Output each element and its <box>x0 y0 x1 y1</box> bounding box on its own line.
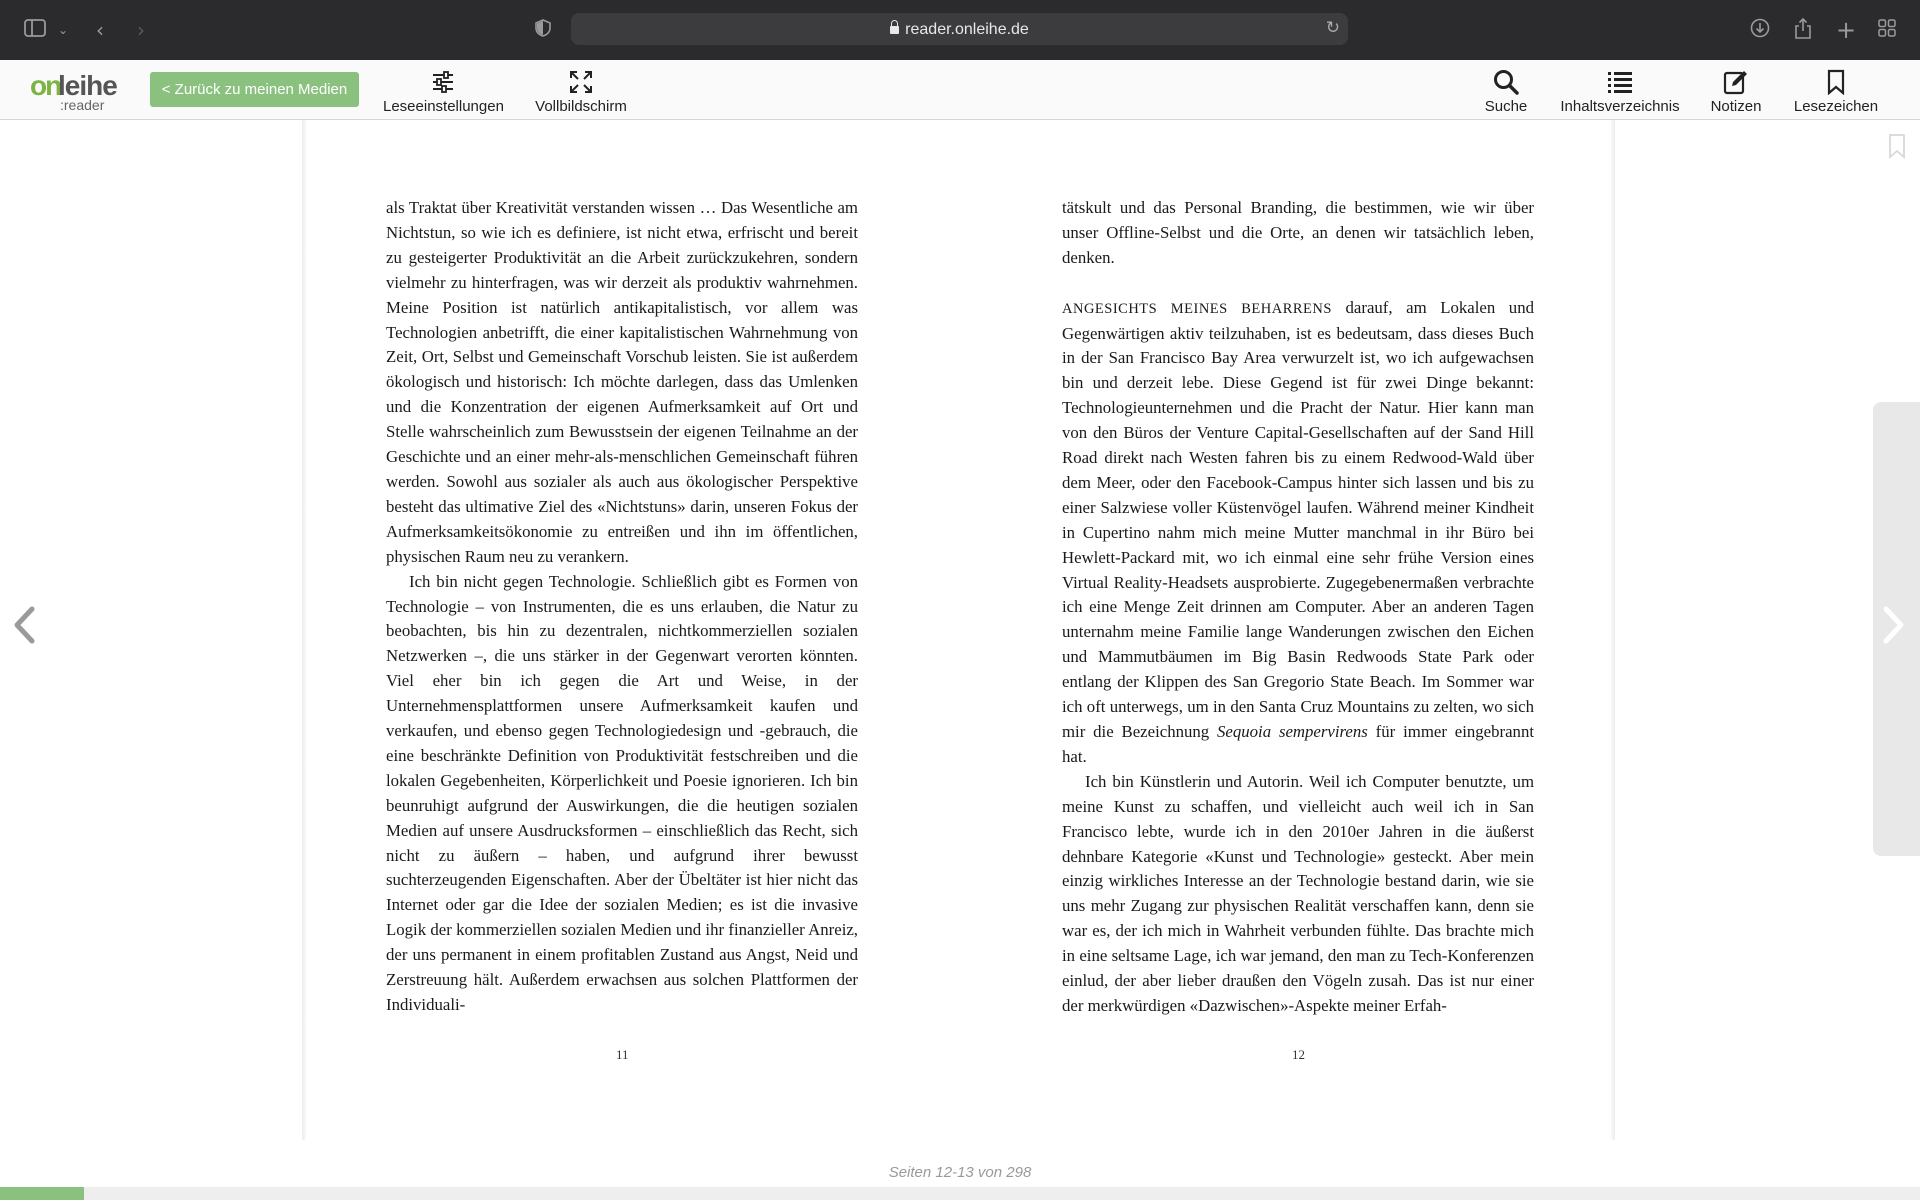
page-edge-right <box>1611 120 1615 1140</box>
paragraph <box>1062 296 1534 770</box>
chevron-down-icon[interactable]: ⌄ <box>58 23 69 37</box>
address-bar[interactable] <box>571 13 1348 45</box>
paragraph-text: darauf, am Lokalen und Gegenwärtigen aktiv teilzuhaben, ist es bedeutsam, dass dieses Buch in der San Francisco Bay Area verwurzelt ist, wo ich aufgewachsen bin und derzeit lebe. Diese Gegend ist für zwei Dinge bekannt: Technologieunternehmen und die Pracht der Natur. Hier kann man von den Büros der Venture Capital-Gesellschaften auf der Sand Hill Road direkt nach Westen fahren bis zu einem Redwood-Wald über dem Meer, oder den Facebook-Campus hinter sich lassen und bis zu einer Salzwiese voller Küstenvögel laufen. Während meiner Kindheit in Cupertino nahm mich meine Mutter manchmal in ihr Büro bei Hewlett-Packard mit, wo ich einmal eine sehr frühe Version eines Virtual Reality-Headsets ausprobierte. Zugegebenermaßen verbrachte ich eine Menge Zeit drinnen am Computer. Aber an anderen Tagen unternahm meine Familie lange Wanderungen zwischen den Eichen und Mammutbäumen im Big Basin Redwoods State Park oder entlang der Klippen des San Gregorio State Beach. Im Sommer war ich oft unterwegs, um in den Santa Cruz Mountains zu zelten, wo sich mir die Bezeichnung <box>1062 297 1534 742</box>
next-page-arrow-icon[interactable] <box>1882 606 1906 654</box>
url-text: reader.onleihe.de <box>905 21 1029 38</box>
smallcaps-lead: ANGESICHTS MEINES BEHARRENS <box>1062 300 1332 317</box>
reading-area[interactable] <box>0 120 1920 1200</box>
notes-button[interactable] <box>1706 66 1766 115</box>
privacy-shield-icon[interactable] <box>535 18 551 42</box>
download-icon[interactable] <box>1750 18 1770 43</box>
reading-progress-bar[interactable] <box>0 1187 1920 1200</box>
toc-label: Inhaltsverzeichnis <box>1560 98 1680 115</box>
search-label: Suche <box>1484 98 1528 115</box>
search-icon <box>1476 66 1536 98</box>
back-arrow-icon[interactable]: ‹ <box>96 18 104 42</box>
previous-page-arrow-icon[interactable] <box>12 606 36 654</box>
onleihe-logo[interactable] <box>30 68 130 112</box>
fullscreen-label: Vollbildschirm <box>535 98 627 115</box>
paragraph-text: für immer eingebrannt hat. <box>1062 722 1534 766</box>
page-number-right: 12 <box>1292 1047 1305 1062</box>
right-page-text <box>1062 196 1534 1019</box>
notes-label: Notizen <box>1710 98 1762 115</box>
page-bookmark-icon[interactable] <box>1888 133 1906 164</box>
paragraph: tätskult und das Personal Branding, die bestimmen, wie wir über unser Offline-Selbst und die Orte, an denen wir tatsächlich leben, denken. <box>1062 198 1534 267</box>
page-status: Seiten 12-13 von 298 <box>888 1164 1032 1181</box>
page-edge-left <box>302 120 306 1140</box>
lock-icon <box>890 26 899 34</box>
reading-settings-label: Leseeinstellungen <box>383 98 504 115</box>
sliders-icon <box>383 66 503 98</box>
logo-leihe: leihe <box>58 70 117 101</box>
browser-toolbar <box>0 0 1920 60</box>
list-icon <box>1556 66 1684 98</box>
reading-settings-button[interactable] <box>383 66 503 115</box>
paragraph: Ich bin nicht gegen Technologie. Schließlich gibt es Formen von Technologie – von Instrumenten, die es uns erlauben, die Natur zu beobachten, bis hin zu dezentralen, nichtkommerziellen sozialen Netzwerken –, die uns stärker in der Gegenwart verorten könnten. Viel eher bin ich gegen die Art und Weise, in der Unternehmensplattformen unsere Aufmerksamkeit kaufen und verkaufen, und ebenso gegen Technologiedesign und -gebrauch, die eine beschränkte Definition von Produktivität festschreiben und die lokalen Gegebenheiten, Körperlichkeit und Poesie ignorieren. Ich bin beunruhigt aufgrund der Auswirkungen, die die heutigen sozialen Medien auf unsere Ausdrucksformen – einschließlich das Recht, sich nicht zu äußern – haben, und aufgrund ihrer bewusst suchterzeugenden Eigenschaften. Aber der Übeltäter ist hier nicht das Internet oder gar die Idee der sozialen Medien; es ist die invasive Logik der kommerziellen sozialen Medien und ihr finanzieller Anreiz, der uns permanent in einem profitablen Zustand aus Angst, Neid und Zerstreuung hält. Außerdem erwachsen aus solchen Plattformen der Individuali- <box>386 571 858 1014</box>
page-number-left: 11 <box>616 1047 629 1062</box>
search-button[interactable] <box>1476 66 1536 115</box>
expand-icon <box>531 66 631 98</box>
reload-icon[interactable]: ↻ <box>1325 18 1340 38</box>
share-icon[interactable] <box>1794 18 1812 45</box>
paragraph: als Traktat über Kreativität verstanden wissen … Das Wesentliche am Nichtstun, so wie ich es definiere, ist nicht etwa, erfrischt und bereit zu gesteigerter Produktivität an die Arbeit zurückzukehren, sondern vielmehr zu hinterfragen, was wir derzeit als produktiv wahrnehmen. Meine Position ist natürlich antikapitalistisch, vor allem was Technologien anbetrifft, die einer kapitalistischen Wahrnehmung von Zeit, Ort, Selbst und Gemeinschaft Vorschub leisten. Sie ist außerdem ökologisch und historisch: Ich möchte darlegen, dass das Umlenken und die Konzentration der eigenen Aufmerksamkeit auf Ort und Stelle wahrscheinlich zum Bewusstsein der eigenen Teilnahme an der Geschichte und an einer mehr-als-menschlichen Gemeinschaft führen werden. Sowohl aus sozialer als auch aus ökologischer Perspektive besteht das ultimative Ziel des «Nichtstuns» darin, unseren Fokus der Aufmerksamkeitsökonomie zu entreißen und ihn im öffentlichen, physischen Raum neu zu verankern. <box>386 198 858 566</box>
logo-on: on <box>30 70 61 101</box>
italic-term: Sequoia sempervirens <box>1217 722 1368 742</box>
bookmarks-label: Lesezeichen <box>1793 98 1879 115</box>
logo-reader: :reader <box>60 97 105 113</box>
forward-arrow-icon[interactable]: › <box>137 18 145 42</box>
bookmark-icon <box>1790 66 1882 98</box>
bookmarks-button[interactable] <box>1790 66 1882 115</box>
note-edit-icon <box>1706 66 1766 98</box>
paragraph: Ich bin Künstlerin und Autorin. Weil ich Computer benutzte, um meine Kunst zu schaffen, und vielleicht auch weil ich in San Francisco lebte, wurde ich in den 2010er Jahren in die äußerst dehnbare Kategorie «Kunst und Technologie» gesteckt. Aber mein einzig wirkliches Interesse an der Technologie bestand darin, wie sie uns mehr Zugang zur physischen Realität verschaffen kann, denn sie war es, der ich mich in Wahrheit verbunden fühlte. Das brachte mich in eine seltsame Lage, ich war jemand, den man zu Tech-Konferenzen einlud, der aber lieber draußen den Vögeln zusah. Das ist nur einer der merkwürdigen «Dazwischen»-Aspekte meiner Erfah- <box>1062 771 1534 1015</box>
toc-button[interactable] <box>1556 66 1684 115</box>
left-page-text <box>386 196 858 1018</box>
reader-toolbar <box>0 60 1920 120</box>
reading-progress-fill <box>0 1187 84 1200</box>
sidebar-toggle-icon[interactable] <box>24 18 46 42</box>
back-to-media-button[interactable]: < Zurück zu meinen Medien <box>150 72 359 107</box>
new-tab-icon[interactable]: + <box>1836 16 1857 44</box>
tab-overview-icon[interactable] <box>1878 18 1896 42</box>
fullscreen-button[interactable] <box>531 66 631 115</box>
